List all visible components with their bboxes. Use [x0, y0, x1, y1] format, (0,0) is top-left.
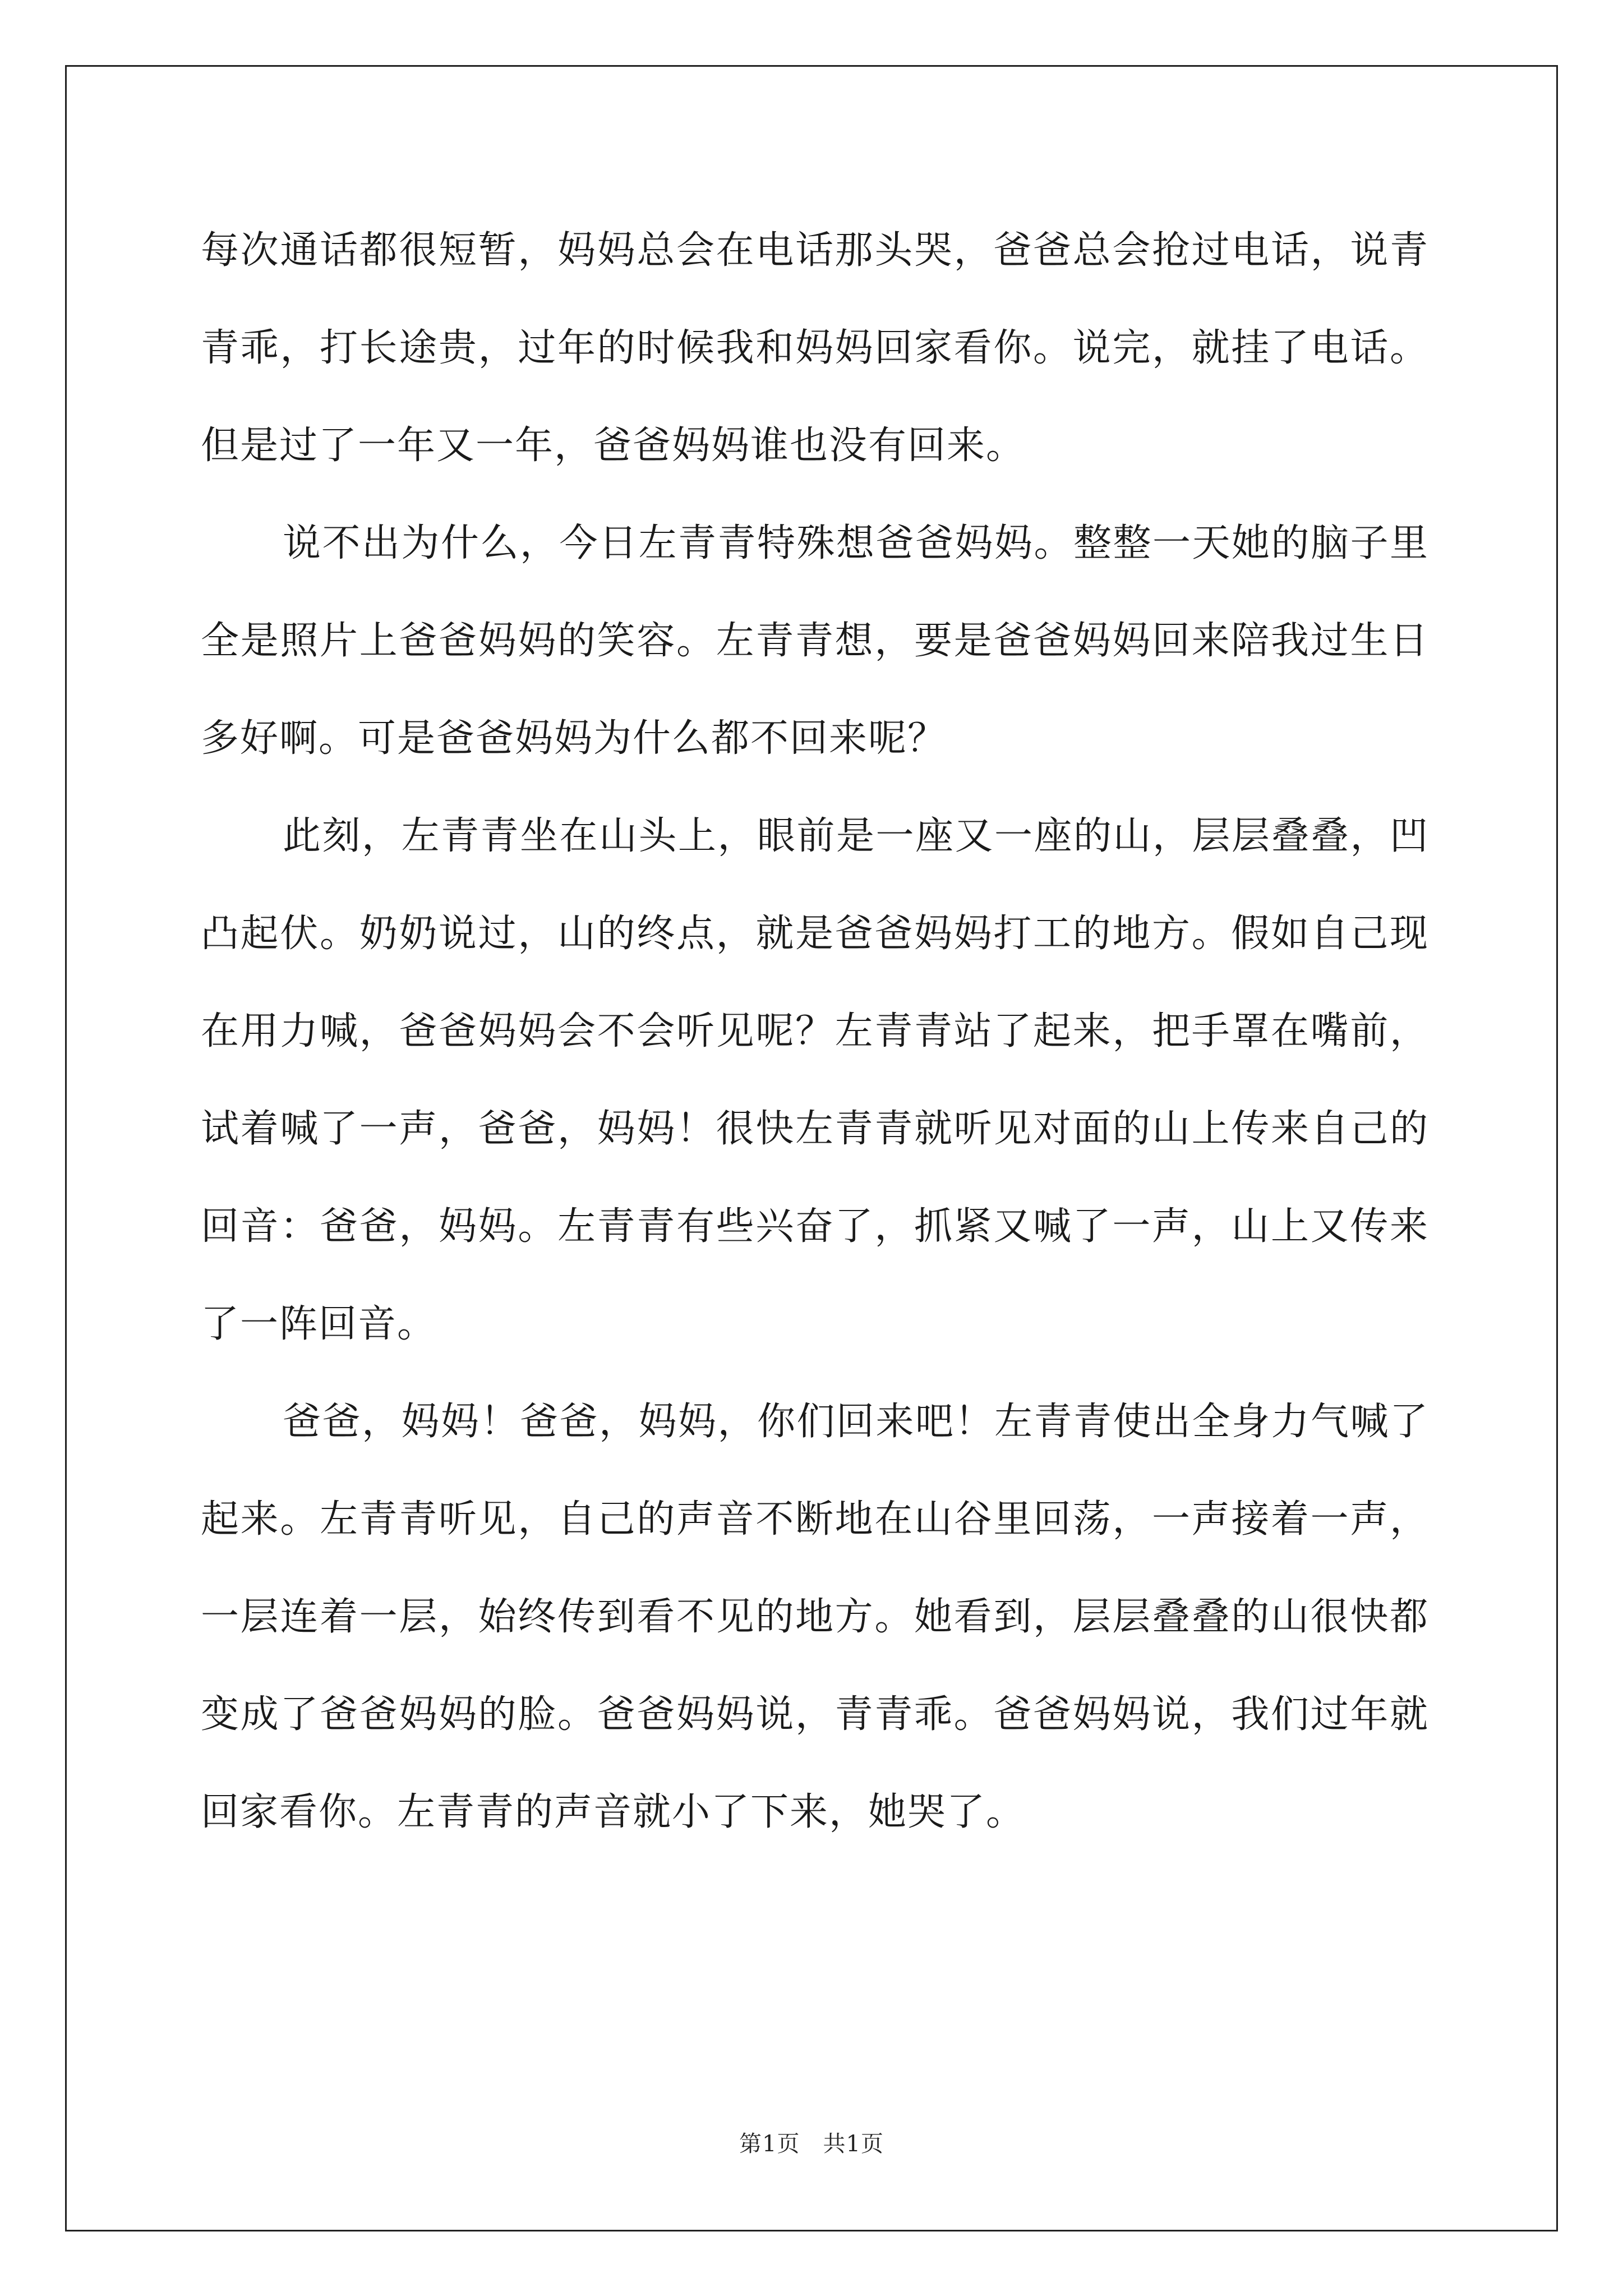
page-number-footer: 第1页 共1页 — [739, 2131, 884, 2157]
paragraph-2: 说不出为什么，今日左青青特殊想爸爸妈妈。整整一天她的脑子里全是照片上爸爸妈妈的笑容。左青青想，要是爸爸妈妈回来陪我过生日多好啊。可是爸爸妈妈为什么都不回来呢？ — [201, 521, 1429, 761]
paragraph-1: 每次通话都很短暂，妈妈总会在电话那头哭，爸爸总会抢过电话，说青青乖，打长途贵，过年的时候我和妈妈回家看你。说完，就挂了电话。但是过了一年又一年，爸爸妈妈谁也没有回来。 — [201, 228, 1429, 468]
document-body — [201, 202, 1429, 1861]
paragraph-4: 爸爸，妈妈！爸爸，妈妈，你们回来吧！左青青使出全身力气喊了起来。左青青听见，自己的声音不断地在山谷里回荡，一声接着一声，一层连着一层，始终传到看不见的地方。她看到，层层叠叠的山很快都变成了爸爸妈妈的脸。爸爸妈妈说，青青乖。爸爸妈妈说，我们过年就回家看你。左青青的声音就小了下来，她哭了。 — [201, 1400, 1429, 1834]
paragraph-3: 此刻，左青青坐在山头上，眼前是一座又一座的山，层层叠叠，凹凸起伏。奶奶说过，山的终点，就是爸爸妈妈打工的地方。假如自己现在用力喊，爸爸妈妈会不会听见呢？左青青站了起来，把手罩在嘴前，试着喊了一声，爸爸，妈妈！很快左青青就听见对面的山上传来自己的回音：爸爸，妈妈。左青青有些兴奋了，抓紧又喊了一声，山上又传来了一阵回音。 — [201, 814, 1429, 1346]
